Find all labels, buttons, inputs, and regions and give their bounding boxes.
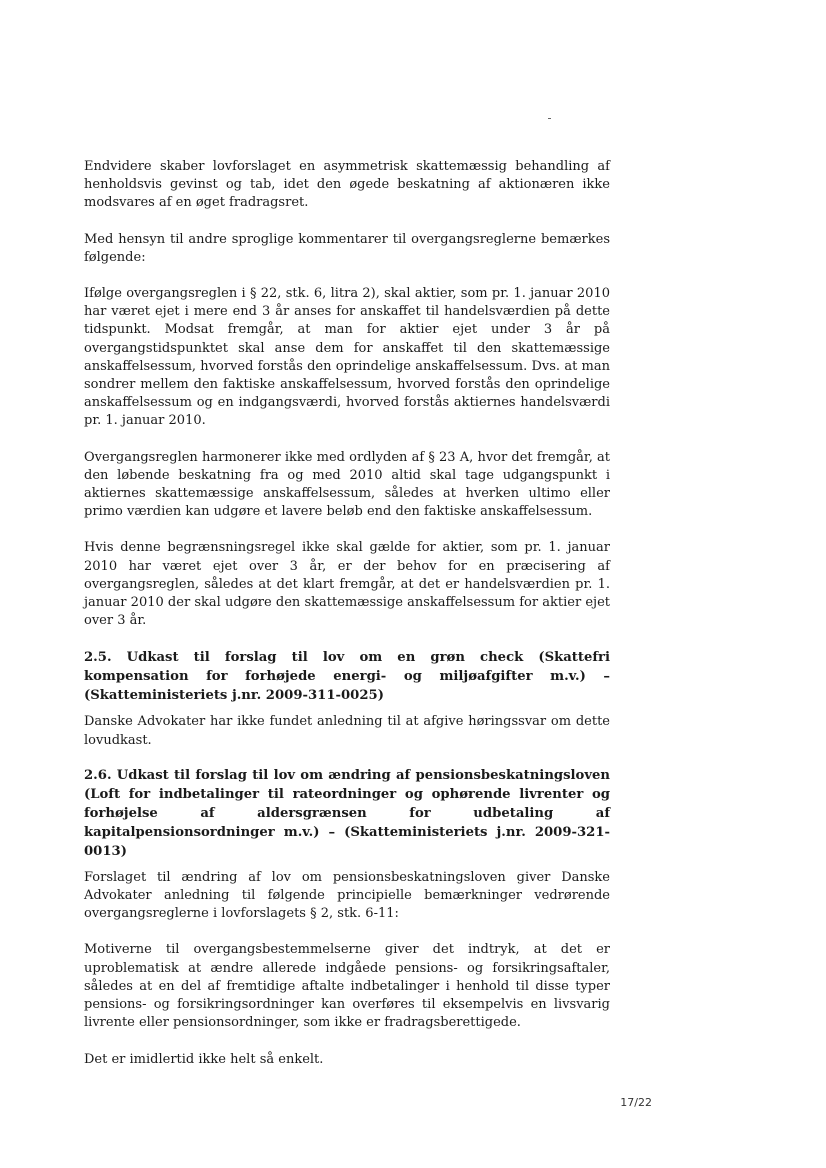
scan-speck bbox=[548, 118, 551, 119]
section-2-6-paragraph-conclusion: Det er imidlertid ikke helt så enkelt. bbox=[84, 1051, 324, 1067]
section-2-6-paragraph-motives: Motiverne til overgangsbestemmelserne giver det indtryk, at det er uproblematisk at ændre allerede indgåede pensions- og forsikringsaftaler, således at en del af fremtidige aftalte indbetalinger i henhold til disse typer pensions- og forsikringsordninger kan overføres til eksempelvis en livsvarig livrente eller pensionsordninger, som ikke er fradragsberettigede. bbox=[84, 942, 610, 1031]
section-2-5-body: Danske Advokater har ikke fundet anledning til at afgive høringssvar om dette lovudkast. bbox=[84, 714, 610, 748]
paragraph-linguistic-comments: Med hensyn til andre sproglige kommentarer til overgangsreglerne bemærkes følgende: bbox=[84, 231, 610, 265]
paragraph-asymmetric-treatment: Endvidere skaber lovforslaget en asymmetrisk skattemæssig behandling af henholdsvis gevinst og tab, idet den øgede beskatning af aktionæren ikke modsvares af en øget fradragsret. bbox=[84, 159, 610, 211]
paragraph-transition-rule: Ifølge overgangsreglen i § 22, stk. 6, litra 2), skal aktier, som pr. 1. januar 2010 har været ejet i mere end 3 år anses for anskaffet til handelsværdien på dette tidspunkt. Modsat fremgår, at man for aktier ejet under 3 år på overgangstidspunktet skal anse dem for anskaffet til den skattemæssige anskaffelsessum, hvorved forstås den oprindelige anskaffelsessum. Dvs. at man sondrer mellem den faktiske anskaffelsessum, hvorved forstås den oprindelige anskaffelsessum og en indgangsværdi, hvorved forstås aktiernes handelsværdi pr. 1. januar 2010. bbox=[84, 286, 610, 429]
section-heading-2-5: 2.5. Udkast til forslag til lov om en grøn check (Skattefri kompensation for forhøjede energi- og miljøafgifter m.v.) – (Skatteministeriets j.nr. 2009-311-0025) bbox=[84, 650, 610, 704]
document-body bbox=[84, 158, 610, 1069]
section-2-6-paragraph-intro: Forslaget til ændring af lov om pensionsbeskatningsloven giver Danske Advokater anledning til følgende principielle bemærkninger vedrørende overgangsreglerne i lovforslagets § 2, stk. 6-11: bbox=[84, 869, 610, 922]
page-number: 17/22 bbox=[620, 1096, 652, 1109]
paragraph-limitation-rule: Hvis denne begrænsningsregel ikke skal gælde for aktier, som pr. 1. januar 2010 har været ejet over 3 år, er der behov for en præcisering af overgangsreglen, således at det klart fremgår, at det er handelsværdien pr. 1. januar 2010 der skal udgøre den skattemæssige anskaffelsessum for aktier ejet over 3 år. bbox=[84, 540, 610, 629]
section-heading-2-6: 2.6. Udkast til forslag til lov om ændring af pensionsbeskatningsloven (Loft for indbetalinger til rateordninger og ophørende livrenter og forhøjelse af aldersgrænsen for udbetaling af kapitalpensionsordninger m.v.) – (Skatteministeriets j.nr. 2009-321-0013) bbox=[84, 767, 610, 859]
paragraph-transition-harmony: Overgangsreglen harmonerer ikke med ordlyden af § 23 A, hvor det fremgår, at den løbende beskatning fra og med 2010 altid skal tage udgangspunkt i aktiernes skattemæssige anskaffelsessum, således at hverken ultimo eller primo værdien kan udgøre et lavere beløb end den faktiske anskaffelsessum. bbox=[84, 449, 610, 520]
